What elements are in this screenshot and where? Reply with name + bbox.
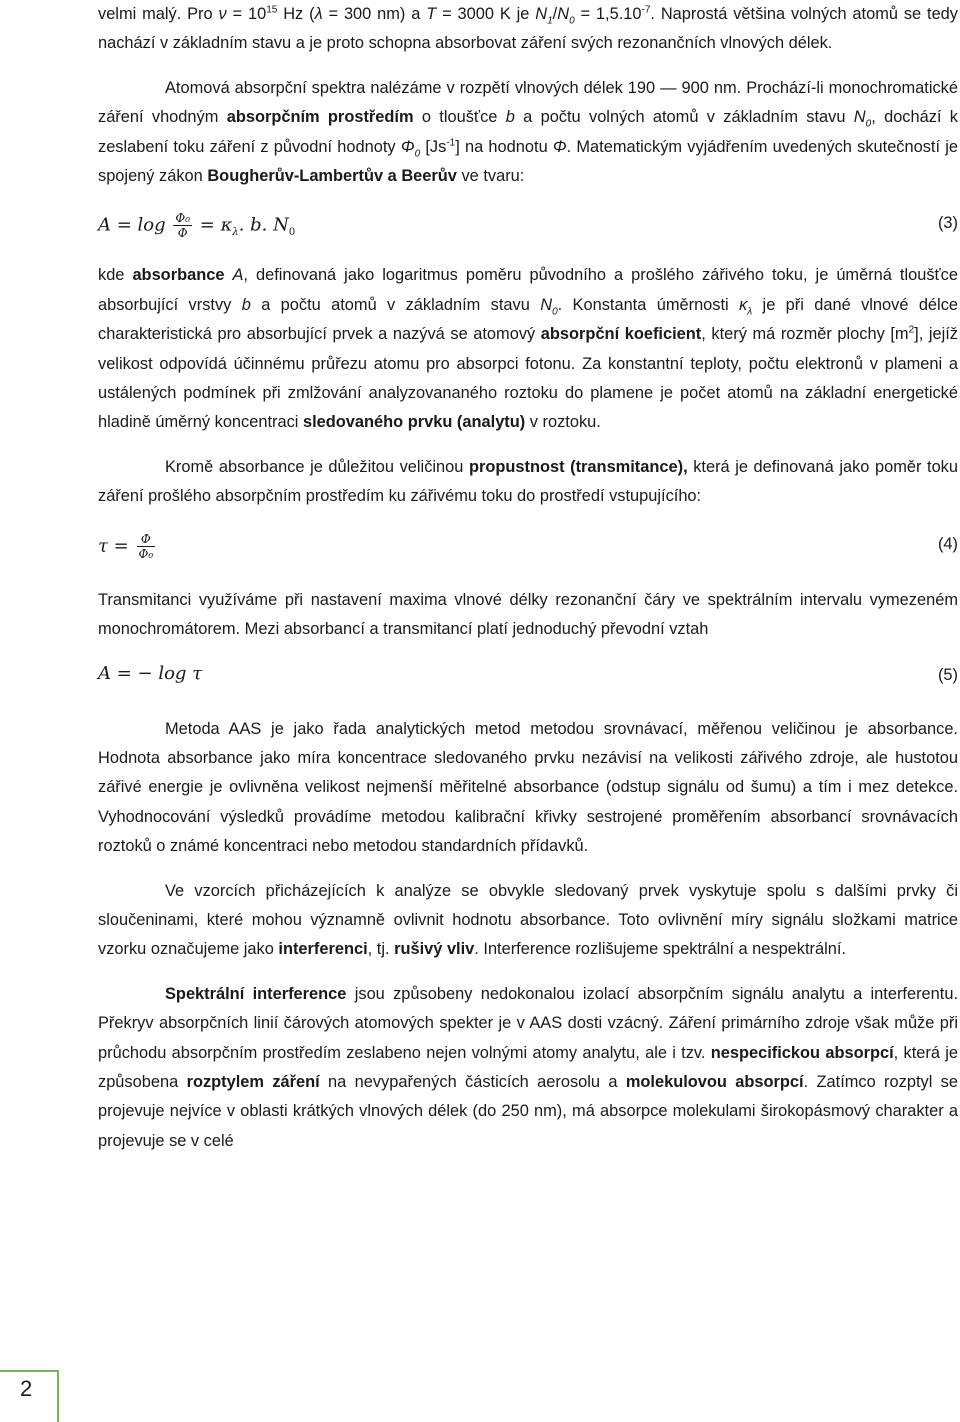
equation-5-expression: A = − log τ <box>98 662 203 684</box>
equation-4-expression: τ = $\frac{\Phi}{\text{Φ₀}}$ <box>98 531 154 561</box>
equation-3-number: (3) <box>937 214 958 233</box>
equation-4-fraction: $\frac{\Phi}{\text{Φ₀}}$ <box>138 531 154 561</box>
paragraph-spectral-interference: Spektrální interference jsou způsobeny nedokonalou izolací absorpčním signálu analytu a interferentu. Překryv absorpčních linií čárových atomových spekter je v AAS dosti vzácný. Záření primárního zdroje však může při průchodu absorpčním prostředím zeslabeno nejen volnými atomy analytu, ale i tzv. nespecifickou absorpcí, která je způsobena rozptylem záření na nevypařených částicích aerosolu a molekulovou absorpcí. Zatímco rozptyl se projevuje nejvíce v oblasti krátkých vlnových délek (do 250 nm), má absorpce molekulami širokopásmový charakter a projevuje se v celé <box>98 984 959 1150</box>
equation-5-number: (5) <box>937 665 958 684</box>
footer-accent-line <box>0 1370 57 1372</box>
equation-3-expression: A = log $\frac{\text{Φ₀}}{\Phi}$ = $\kappa_\lambda$. b. $N_0$ <box>98 211 296 241</box>
footer-accent-divider <box>57 1370 59 1422</box>
equation-3-fraction: $\frac{\text{Φ₀}}{\Phi}$ <box>175 211 191 241</box>
paragraph-intro: velmi malý. Pro $\nu = 10^{15}$ Hz (λ = 300 nm) a T = 3000 K je $N_1/N_0 = 1,5.10^{-7}$. Naprostá většina volných atomů se tedy nachází v základním stavu a je proto schopna absorbovat záření svých rezonančních vlnových délek. <box>98 4 958 53</box>
page-number: 2 <box>20 1376 33 1401</box>
paragraph-aas-method: Metoda AAS je jako řada analytických metod metodou srovnávací, měřenou veličinou je absorbance. Hodnota absorbance jako míra koncentrace sledovaného prvku nezávisí na velikosti zářivého zdroje, ale hustotou zářivé energie je ovlivněna velikost nejmenší měřitelné absorbance (odstup signálu od šumu) a tím i mez detekce. Vyhodnocování výsledků provádíme metodou kalibrační křivky sestrojené proměřením absorbancí srovnávacích roztoků o známé koncentraci nebo metodou standardních přídavků. <box>98 719 958 856</box>
paragraph-absorbance-definition: kde absorbance A, definovaná jako logaritmus poměru původního a prošlého zářivého toku, je úměrná tloušťce absorbující vrstvy b a počtu atomů v základním stavu $N_0$. Konstanta úměrnosti $\kappa_\lambda$ je při dané vlnové délce charakteristická pro absorbující prvek a nazývá se atomový absorpční koeficient, který má rozměr plochy $[m^2]$, jejíž velikost odpovídá účinnému průřezu atomu pro absorpci fotonu. Za konstantní teploty, počtu elektronů v plameni a ustálených podmínek při zmlžování analyzovananého roztoku do plamene je počet atomů na základní energetické hladině úměrný koncentraci sledovaného prvku (analytu) v roztoku. <box>98 266 959 432</box>
equation-4-number: (4) <box>937 534 958 553</box>
paragraph-interference: Ve vzorcích přicházejících k analýze se obvykle sledovaný prvek vyskytuje spolu s dalšími prvky či sloučeninami, které mohou významně ovlivnit hodnotu absorbance. Toto ovlivnění míry signálu složkami matrice vzorku označujeme jako interferenci, tj. rušivý vliv. Interference rozlišujeme spektrální a nespektrální. <box>98 881 958 959</box>
document-page <box>98 0 958 1156</box>
equation-4 <box>98 524 958 574</box>
paragraph-transmittance: Kromě absorbance je důležitou veličinou propustnost (transmitance), která je definovaná jako poměr toku záření prošlého absorpčním prostředím ku zářivému toku do prostředí vstupujícího: <box>98 457 958 506</box>
equation-5 <box>98 655 958 705</box>
equation-3 <box>98 203 958 253</box>
paragraph-absorption-spectra: Atomová absorpční spektra nalézáme v rozpětí vlnových délek 190 — 900 nm. Prochází-li monochromatické záření vhodným absorpčním prostředím o tloušťce b a počtu volných atomů v základním stavu $N_0$, dochází k zeslabení toku záření z původní hodnoty $\Phi_0$ $[Js^{-1}]$ na hodnotu Φ. Matematickým vyjádřením uvedených skutečností je spojený zákon Bougherův-Lambertův a Beerův ve tvaru: <box>98 78 959 186</box>
paragraph-transmittance-usage: Transmitanci využíváme při nastavení maxima vlnové délky rezonanční čáry ve spektrálním intervalu vymezeném monochromátorem. Mezi absorbancí a transmitancí platí jednoduchý převodní vztah <box>98 590 958 639</box>
